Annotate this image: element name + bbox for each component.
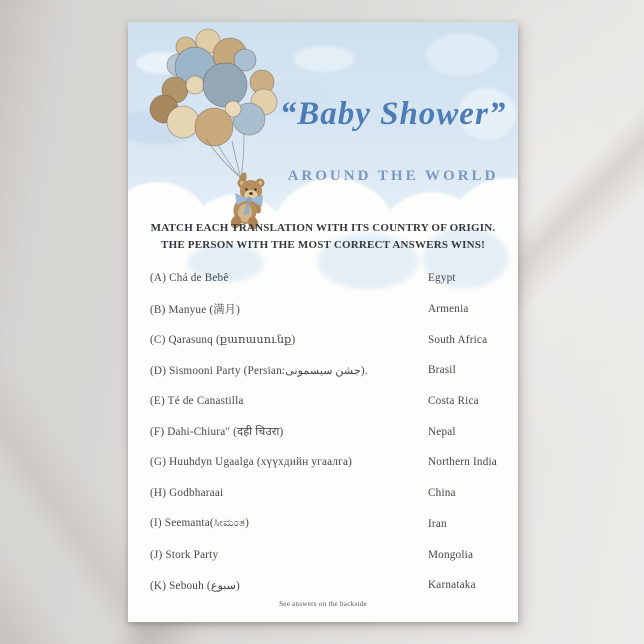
- game-row: [150, 447, 510, 478]
- game-row: [150, 539, 510, 570]
- translation-label: (C) Qarasunq (քառասունք): [150, 334, 296, 347]
- cloud-shape: [426, 34, 498, 76]
- baby-shower-game-card: [128, 22, 518, 622]
- game-row: [150, 416, 510, 447]
- footer-note: See answers on the backside: [279, 600, 367, 608]
- country-label: South Africa: [428, 333, 488, 346]
- instructions-line2: THE PERSON WITH THE MOST CORRECT ANSWERS WINS!: [161, 238, 485, 251]
- country-label: Nepal: [428, 425, 456, 438]
- translation-label: (H) Godbharaai: [150, 487, 224, 500]
- game-row: [150, 263, 510, 294]
- translation-label: (J) Stork Party: [150, 548, 219, 561]
- match-list: [150, 263, 510, 601]
- game-row: [150, 324, 510, 355]
- instructions-line1: MATCH EACH TRANSLATION WITH ITS COUNTRY OF ORIGIN.: [150, 222, 496, 234]
- card-subtitle: AROUND THE WORLD: [287, 168, 499, 184]
- translation-label: (A) Chá de Bebê: [150, 272, 229, 285]
- country-label: Iran: [428, 517, 447, 530]
- country-label: Mongolia: [428, 548, 474, 561]
- translation-label: (K) Sebouh (سبوع): [150, 579, 240, 592]
- translation-label: (G) Huuhdyn Ugaalga (хүүхдийн угаалга): [150, 456, 353, 469]
- card-title: “Baby Shower”: [279, 96, 507, 132]
- translation-label: (F) Dahi-Chiura" (दही चिउरा): [150, 426, 284, 439]
- game-row: [150, 570, 510, 601]
- game-row: [150, 478, 510, 509]
- game-row: [150, 386, 510, 417]
- country-label: China: [428, 487, 456, 500]
- game-row: [150, 509, 510, 540]
- instructions: [128, 220, 518, 253]
- game-row: [150, 294, 510, 325]
- country-label: Egypt: [428, 272, 456, 285]
- translation-label: (D) Sismooni Party (Persian:جشن سیسمونی).: [150, 364, 368, 377]
- translation-label: (E) Té de Canastilla: [150, 395, 244, 408]
- game-row: [150, 355, 510, 386]
- country-label: Northern India: [428, 456, 497, 469]
- translation-label: (I) Seemanta(ಸೀಮಂತ): [150, 517, 250, 530]
- country-label: Brasil: [428, 364, 456, 377]
- country-label: Karnataka: [428, 579, 476, 592]
- country-label: Costa Rica: [428, 395, 479, 408]
- country-label: Armenia: [428, 303, 469, 316]
- translation-label: (B) Manyue (满月): [150, 304, 240, 317]
